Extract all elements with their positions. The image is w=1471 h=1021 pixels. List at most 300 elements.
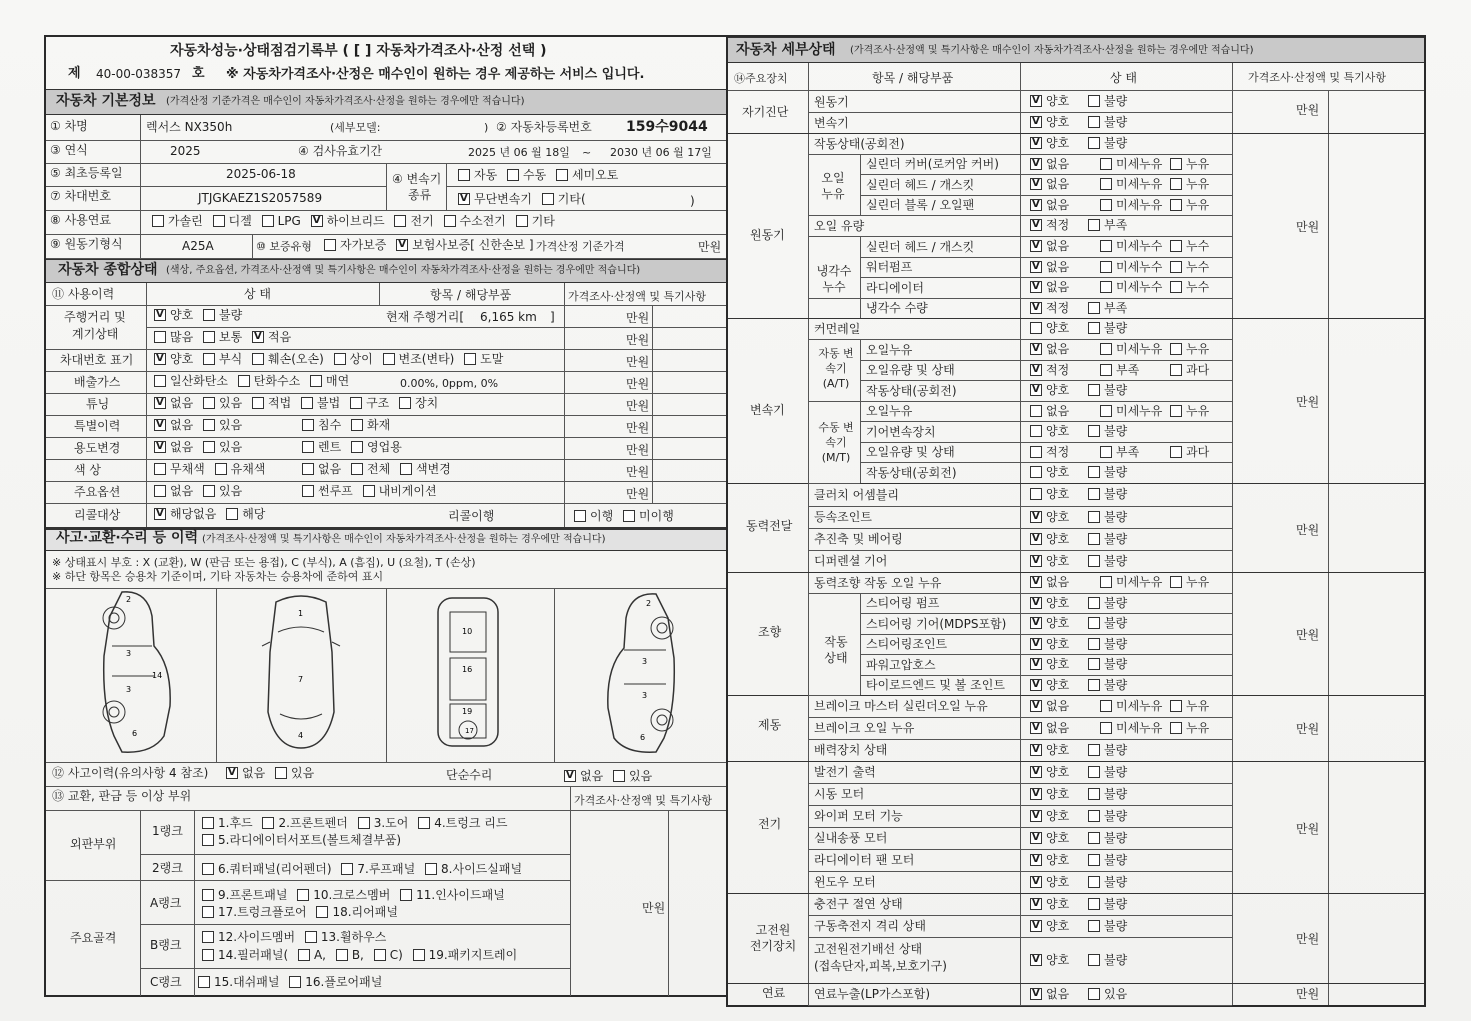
detail-option-label: 불량 xyxy=(1104,136,1128,150)
checkbox-hood[interactable] xyxy=(202,817,214,829)
detail-state-options xyxy=(1030,137,1146,149)
detail-state-options xyxy=(1030,95,1146,107)
accident-title: 사고·교환·수리 등 이력 xyxy=(56,530,199,546)
detail-item-label: 스티어링 펌프 xyxy=(866,596,940,610)
doc-number-suffix: 호 xyxy=(192,66,205,81)
car-right-side-diagram xyxy=(596,588,686,758)
engine-label: ⑨ 원동기형식 xyxy=(50,237,123,251)
detail-checkbox[interactable] xyxy=(1170,722,1182,734)
detail-checkbox[interactable] xyxy=(1088,322,1100,334)
detail-checkbox[interactable] xyxy=(1170,281,1182,293)
detail-checkbox[interactable] xyxy=(1030,446,1042,458)
use-history-header: ⑪ 사용이력 xyxy=(52,287,115,301)
detail-item-label: 오일유량 및 상태 xyxy=(866,445,955,459)
detail-checkbox[interactable] xyxy=(1030,364,1042,376)
detail-state-options xyxy=(1030,954,1146,966)
detail-item-label: 고전원전기배선 상태 xyxy=(814,942,923,956)
checkbox-gasoline[interactable] xyxy=(152,215,164,227)
checkbox-front-panel[interactable] xyxy=(202,889,214,901)
detail-indent-divider xyxy=(860,613,861,634)
detail-option-label: 불량 xyxy=(1104,465,1128,479)
checkbox-fuel-other[interactable] xyxy=(516,215,528,227)
detail-checkbox[interactable] xyxy=(1030,876,1042,888)
detail-checkbox[interactable] xyxy=(1030,788,1042,800)
vin-label: ⑦ 차대번호 xyxy=(50,189,111,203)
detail-checkbox[interactable] xyxy=(1030,116,1042,128)
detail-option-label: 없음 xyxy=(1046,698,1070,713)
checkbox-rent[interactable] xyxy=(302,441,314,453)
checkbox-recall-not-done[interactable] xyxy=(623,510,635,522)
detail-option-label: 부족 xyxy=(1116,444,1140,459)
detail-checkbox[interactable] xyxy=(1170,700,1182,712)
checkbox-smoke[interactable] xyxy=(310,375,322,387)
checkbox-dash-panel[interactable] xyxy=(198,976,210,988)
detail-state-options xyxy=(1030,511,1146,523)
checkbox-side-sill[interactable] xyxy=(425,863,437,875)
outer-panel-label: 외판부위 xyxy=(70,837,117,851)
checkbox-sunroof[interactable] xyxy=(302,485,314,497)
detail-checkbox[interactable] xyxy=(1100,158,1112,170)
checkbox-vin-altered[interactable] xyxy=(383,353,395,365)
detail-checkbox[interactable] xyxy=(1088,920,1100,932)
detail-option-label: 부족 xyxy=(1116,362,1140,377)
svg-text:6: 6 xyxy=(640,733,646,742)
checkbox-accident-yes[interactable] xyxy=(275,767,287,779)
detail-checkbox[interactable] xyxy=(1170,178,1182,190)
detail-item-label: 발전기 출력 xyxy=(814,765,876,779)
emission-values: 0.00%, 0ppm, 0% xyxy=(400,377,499,390)
checkbox-tuning-structure[interactable] xyxy=(350,397,362,409)
detail-item-label: 와이퍼 모터 기능 xyxy=(814,809,903,823)
checkbox-hydrogen[interactable] xyxy=(444,215,456,227)
checkbox-chromatic[interactable] xyxy=(215,463,227,475)
checkbox-manual[interactable] xyxy=(507,169,519,181)
detail-item-label: 등속조인트 xyxy=(814,510,872,524)
detail-price-unit: 만원 xyxy=(1296,523,1320,537)
detail-checkbox[interactable] xyxy=(1088,219,1100,231)
detail-checkbox[interactable] xyxy=(1030,854,1042,866)
checkbox-fire[interactable] xyxy=(351,419,363,431)
checkbox-semiauto[interactable] xyxy=(556,169,568,181)
service-notice: ※ 자동차가격조사·산정은 매수인이 원하는 경우 제공하는 서비스 입니다. xyxy=(226,67,645,82)
detail-row-divider xyxy=(860,421,1232,422)
detail-option-label: 불량 xyxy=(1104,874,1128,889)
year-label: ③ 연식 xyxy=(50,143,88,157)
checkbox-door[interactable] xyxy=(358,817,370,829)
detail-checkbox[interactable] xyxy=(1170,364,1182,376)
detail-option-label: 누유 xyxy=(1186,177,1210,191)
detail-option-label: 없음 xyxy=(1046,575,1070,589)
detail-row-divider xyxy=(808,805,1232,806)
detail-checkbox[interactable] xyxy=(1088,116,1100,128)
detail-checkbox[interactable] xyxy=(1170,446,1182,458)
checkbox-color-all[interactable] xyxy=(351,463,363,475)
detail-option-label: 불량 xyxy=(1104,115,1128,129)
detail-indent-divider xyxy=(860,462,861,483)
detail-item-label: 실린더 커버(로커암 커버) xyxy=(866,157,999,171)
detail-option-label: 과다 xyxy=(1186,362,1210,377)
checkbox-vin-damage[interactable] xyxy=(252,353,264,365)
detail-option-label: 미세누유 xyxy=(1116,698,1163,713)
detail-option-label: 불량 xyxy=(1104,657,1128,671)
detail-checkbox[interactable] xyxy=(1030,597,1042,609)
checkbox-vin-smear[interactable] xyxy=(464,353,476,365)
detail-price-unit: 만원 xyxy=(1296,395,1320,409)
transmission-label: ④ 변속기 xyxy=(392,172,442,186)
group-brake: 제동 xyxy=(758,718,782,732)
detail-indent-divider xyxy=(860,421,861,442)
detail-checkbox[interactable] xyxy=(1088,488,1100,500)
detail-checkbox[interactable] xyxy=(1088,617,1100,629)
detail-checkbox[interactable] xyxy=(1030,199,1042,211)
rank1-items: 1.후드 2.프론트펜더 3.도어 4.트렁크 리드 xyxy=(202,817,507,829)
detail-checkbox[interactable] xyxy=(1088,854,1100,866)
detail-option-label: 양호 xyxy=(1046,786,1070,801)
detail-option-label: 불량 xyxy=(1104,553,1128,568)
checkbox-trunk-floor[interactable] xyxy=(202,906,214,918)
detail-checkbox[interactable] xyxy=(1030,261,1042,273)
checkbox-front-fender[interactable] xyxy=(262,817,274,829)
detail-state-options xyxy=(1030,597,1146,609)
checkbox-special-none[interactable] xyxy=(154,419,166,431)
general-status-note: (색상, 주요옵션, 가격조사·산정액 및 특기사항은 매수인이 자동차가격조사·산정을 원하는 경우에만 적습니다) xyxy=(166,265,641,276)
detail-checkbox[interactable] xyxy=(1030,219,1042,231)
detail-checkbox[interactable] xyxy=(1030,898,1042,910)
detail-checkbox[interactable] xyxy=(1030,158,1042,170)
checkbox-accident-none[interactable] xyxy=(226,767,238,779)
detail-checkbox[interactable] xyxy=(1030,405,1042,417)
checkbox-option-yes[interactable] xyxy=(203,485,215,497)
rankB-label: B랭크 xyxy=(150,938,182,952)
validity-to: 2030 년 06 월 17일 xyxy=(610,146,712,159)
checkbox-special-yes[interactable] xyxy=(203,419,215,431)
checkbox-trunk-lid[interactable] xyxy=(418,817,430,829)
sub-auto-trans: 자동 변속기 (A/T) xyxy=(818,347,854,390)
detail-checkbox[interactable] xyxy=(1100,261,1112,273)
detail-item-label: 구동축전지 격리 상태 xyxy=(814,919,926,933)
detail-option-label: 양호 xyxy=(1046,487,1070,501)
detail-checkbox[interactable] xyxy=(1100,405,1112,417)
detail-checkbox[interactable] xyxy=(1030,679,1042,691)
checkbox-recall-yes[interactable] xyxy=(226,508,238,520)
detail-checkbox[interactable] xyxy=(1088,876,1100,888)
detail-checkbox[interactable] xyxy=(1100,446,1112,458)
detail-checkbox[interactable] xyxy=(1170,343,1182,355)
detail-checkbox[interactable] xyxy=(1030,281,1042,293)
special-history-label: 특별이력 xyxy=(74,419,121,433)
checkbox-pillar-a[interactable] xyxy=(298,949,310,961)
detail-checkbox[interactable] xyxy=(1170,158,1182,170)
detail-option-label: 양호 xyxy=(1046,830,1070,845)
detail-checkbox[interactable] xyxy=(1100,576,1112,588)
detail-checkbox[interactable] xyxy=(1100,343,1112,355)
detail-checkbox[interactable] xyxy=(1088,744,1100,756)
detail-state-options xyxy=(1030,384,1146,396)
detail-checkbox[interactable] xyxy=(1088,384,1100,396)
detail-option-label: 누수 xyxy=(1186,239,1210,253)
detail-row-divider xyxy=(860,613,1232,614)
detail-checkbox[interactable] xyxy=(1100,700,1112,712)
detail-checkbox[interactable] xyxy=(1088,533,1100,545)
rankA-items: 9.프론트패널 10.크로스멤버 11.인사이드패널 xyxy=(202,889,505,901)
detail-option-label: 양호 xyxy=(1046,321,1070,335)
detail-checkbox[interactable] xyxy=(1030,638,1042,650)
checkbox-mileage-good[interactable] xyxy=(154,309,166,321)
checkbox-recall-none[interactable] xyxy=(154,508,166,520)
detail-checkbox[interactable] xyxy=(1100,364,1112,376)
car-name-value: 렉서스 NX350h xyxy=(146,120,233,134)
checkbox-side-member[interactable] xyxy=(202,931,214,943)
detail-checkbox[interactable] xyxy=(1030,988,1042,1000)
detail-item-label: 타이로드엔드 및 볼 조인트 xyxy=(866,678,1005,692)
detail-checkbox[interactable] xyxy=(1030,954,1042,966)
detail-checkbox[interactable] xyxy=(1088,425,1100,437)
group-engine: 원동기 xyxy=(750,228,785,242)
detail-checkbox[interactable] xyxy=(1100,199,1112,211)
detail-checkbox[interactable] xyxy=(1030,178,1042,190)
detail-checkbox[interactable] xyxy=(1088,954,1100,966)
checkbox-insurance-warranty[interactable] xyxy=(396,239,408,251)
checkbox-mileage-bad[interactable] xyxy=(203,309,215,321)
detail-checkbox[interactable] xyxy=(1030,658,1042,670)
detail-option-label: 불량 xyxy=(1104,918,1128,933)
option-unit: 만원 xyxy=(626,487,650,501)
detail-checkbox[interactable] xyxy=(1100,281,1112,293)
detail-checkbox[interactable] xyxy=(1088,679,1100,691)
detail-checkbox[interactable] xyxy=(1030,920,1042,932)
color-unit: 만원 xyxy=(626,465,650,479)
checkbox-achromatic[interactable] xyxy=(154,463,166,475)
detail-checkbox[interactable] xyxy=(1030,555,1042,567)
checkbox-cross-member[interactable] xyxy=(297,889,309,901)
detail-row-divider xyxy=(860,257,1232,258)
detail-indent-divider xyxy=(860,257,861,277)
detail-checkbox[interactable] xyxy=(1170,405,1182,417)
svg-text:2: 2 xyxy=(126,595,132,604)
recall-done-label: 리콜이행 xyxy=(448,509,495,523)
detail-checkbox[interactable] xyxy=(1088,658,1100,670)
detail-checkbox[interactable] xyxy=(1030,322,1042,334)
checkbox-vin-good[interactable] xyxy=(154,353,166,365)
checkbox-co[interactable] xyxy=(154,375,166,387)
detail-checkbox[interactable] xyxy=(1170,199,1182,211)
price-base-unit: 만원 xyxy=(698,240,722,254)
checkbox-tuning-legal[interactable] xyxy=(252,397,264,409)
checkbox-recall-done[interactable] xyxy=(574,510,586,522)
detail-checkbox[interactable] xyxy=(1030,617,1042,629)
detail-price-unit: 만원 xyxy=(1296,722,1320,736)
checkbox-pillar-b[interactable] xyxy=(336,949,348,961)
checkbox-navigation[interactable] xyxy=(363,485,375,497)
detail-checkbox[interactable] xyxy=(1088,788,1100,800)
detail-checkbox[interactable] xyxy=(1100,178,1112,190)
detail-option-label: 없음 xyxy=(1046,239,1070,253)
detail-option-label: 양호 xyxy=(1046,918,1070,933)
detail-option-label: 불량 xyxy=(1104,786,1128,801)
checkbox-hc[interactable] xyxy=(238,375,250,387)
detail-checkbox[interactable] xyxy=(1088,555,1100,567)
checkbox-pillar-c[interactable] xyxy=(374,949,386,961)
price-base-label: 가격산정 기준가격 xyxy=(536,240,625,253)
detail-checkbox[interactable] xyxy=(1030,466,1042,478)
checkbox-pillar-panel[interactable] xyxy=(202,949,214,961)
detail-checkbox[interactable] xyxy=(1030,95,1042,107)
checkbox-tuning-illegal[interactable] xyxy=(301,397,313,409)
checkbox-mileage-high[interactable] xyxy=(154,331,166,343)
checkbox-simple-yes[interactable] xyxy=(613,770,625,782)
detail-checkbox[interactable] xyxy=(1170,240,1182,252)
mileage-amount: 많음 보통 V 적음 xyxy=(154,331,291,343)
detail-item-header: 항목 / 해당부품 xyxy=(872,71,954,85)
group-self-diag: 자기진단 xyxy=(742,105,789,119)
checkbox-vin-corrosion[interactable] xyxy=(203,353,215,365)
detail-checkbox[interactable] xyxy=(1088,638,1100,650)
detail-state-options xyxy=(1030,178,1240,190)
detail-price-unit: 만원 xyxy=(1296,628,1320,642)
checkbox-usage-none[interactable] xyxy=(154,441,166,453)
checkbox-tuning-none[interactable] xyxy=(154,397,166,409)
detail-price-unit: 만원 xyxy=(1296,932,1320,946)
checkbox-auto[interactable] xyxy=(458,169,470,181)
checkbox-usage-yes[interactable] xyxy=(203,441,215,453)
detail-option-label: 있음 xyxy=(1104,986,1128,1001)
detail-checkbox[interactable] xyxy=(1030,832,1042,844)
detail-item-label: 오일누유 xyxy=(866,404,913,418)
detail-checkbox[interactable] xyxy=(1088,597,1100,609)
detail-state-options xyxy=(1030,638,1146,650)
detail-checkbox[interactable] xyxy=(1030,511,1042,523)
checkbox-diesel[interactable] xyxy=(213,215,225,227)
detail-checkbox[interactable] xyxy=(1170,261,1182,273)
detail-checkbox[interactable] xyxy=(1100,722,1112,734)
checkbox-radiator-support[interactable] xyxy=(202,834,214,846)
detail-checkbox[interactable] xyxy=(1088,988,1100,1000)
detail-option-label: 누유 xyxy=(1186,575,1210,589)
detail-checkbox[interactable] xyxy=(1170,576,1182,588)
color-options: 무채색 유채색 xyxy=(154,463,265,475)
detail-indent-divider xyxy=(860,195,861,215)
checkbox-roof-panel[interactable] xyxy=(341,863,353,875)
tuning-options: V 없음 있음 적법 불법 구조 장치 xyxy=(154,397,438,409)
checkbox-tuning-device[interactable] xyxy=(399,397,411,409)
detail-row-divider xyxy=(860,215,1232,216)
checkbox-floor-panel[interactable] xyxy=(289,976,301,988)
detail-checkbox[interactable] xyxy=(1030,488,1042,500)
detail-checkbox[interactable] xyxy=(1030,766,1042,778)
detail-option-label: 불량 xyxy=(1104,852,1128,867)
detail-checkbox[interactable] xyxy=(1030,343,1042,355)
detail-checkbox[interactable] xyxy=(1030,810,1042,822)
detail-option-label: 적정 xyxy=(1046,300,1070,315)
detail-checkbox[interactable] xyxy=(1088,302,1100,314)
detail-checkbox[interactable] xyxy=(1030,137,1042,149)
sub-group-divider xyxy=(808,401,860,402)
svg-text:3: 3 xyxy=(642,657,648,666)
basic-info-title: 자동차 기본정보 xyxy=(56,93,156,109)
accident-note: (가격조사·산정액 및 특기사항은 매수인이 자동차가격조사·산정을 원하는 경우에만 적습니다) xyxy=(202,534,606,545)
detail-checkbox[interactable] xyxy=(1030,700,1042,712)
detail-checkbox[interactable] xyxy=(1088,511,1100,523)
checkbox-self-warranty[interactable] xyxy=(324,239,336,251)
detail-option-label: 불량 xyxy=(1104,896,1128,911)
checkbox-mileage-low[interactable] xyxy=(252,331,264,343)
detail-checkbox[interactable] xyxy=(1088,137,1100,149)
checkbox-rear-panel[interactable] xyxy=(316,906,328,918)
validity-separator: ~ xyxy=(582,146,592,159)
checkbox-trans-other[interactable] xyxy=(542,193,554,205)
detail-item-label: 클러치 어셈블리 xyxy=(814,487,899,502)
detail-checkbox[interactable] xyxy=(1088,466,1100,478)
checkbox-business[interactable] xyxy=(351,441,363,453)
sub-group-divider xyxy=(808,298,860,299)
detail-item-label: 추진축 및 베어링 xyxy=(814,532,903,546)
checkbox-vin-diff[interactable] xyxy=(334,353,346,365)
detail-checkbox[interactable] xyxy=(1088,95,1100,107)
detail-option-label: 불량 xyxy=(1104,321,1128,335)
detail-checkbox[interactable] xyxy=(1030,722,1042,734)
rankB-items: 12.사이드멤버 13.휠하우스 xyxy=(202,931,386,943)
group-divider xyxy=(728,893,1424,894)
checkbox-package-tray[interactable] xyxy=(413,949,425,961)
checkbox-simple-none[interactable] xyxy=(564,770,576,782)
detail-checkbox[interactable] xyxy=(1030,425,1042,437)
detail-checkbox[interactable] xyxy=(1030,240,1042,252)
checkbox-lpg[interactable] xyxy=(262,215,274,227)
detail-checkbox[interactable] xyxy=(1030,302,1042,314)
engine-value: A25A xyxy=(182,239,214,253)
group-divider xyxy=(728,983,1424,984)
checkbox-option-none[interactable] xyxy=(154,485,166,497)
detail-state-options xyxy=(1030,876,1146,888)
detail-row-divider xyxy=(808,937,1232,938)
checkbox-cvt[interactable] xyxy=(458,193,470,205)
detail-option-label: 누수 xyxy=(1186,259,1210,274)
checkbox-inside-panel[interactable] xyxy=(400,889,412,901)
checkbox-color-none[interactable] xyxy=(302,463,314,475)
detail-checkbox[interactable] xyxy=(1088,766,1100,778)
detail-option-label: 없음 xyxy=(1046,177,1070,191)
detail-item-label: 배력장치 상태 xyxy=(814,743,888,757)
detail-checkbox[interactable] xyxy=(1030,533,1042,545)
checkbox-mileage-normal[interactable] xyxy=(203,331,215,343)
svg-text:3: 3 xyxy=(642,691,648,700)
checkbox-color-change[interactable] xyxy=(400,463,412,475)
usage-change-options: V 없음 있음 xyxy=(154,441,242,453)
detail-checkbox[interactable] xyxy=(1030,384,1042,396)
exchange-price-header: 가격조사·산정액 및 특기사항 xyxy=(574,794,713,807)
checkbox-tuning-yes[interactable] xyxy=(203,397,215,409)
detail-price-unit: 만원 xyxy=(1296,987,1320,1001)
checkbox-wheel-house[interactable] xyxy=(305,931,317,943)
detail-checkbox[interactable] xyxy=(1088,898,1100,910)
checkbox-hybrid[interactable] xyxy=(311,215,323,227)
detail-checkbox[interactable] xyxy=(1100,240,1112,252)
checkbox-electric[interactable] xyxy=(394,215,406,227)
detail-option-label: 없음 xyxy=(1046,259,1070,274)
checkbox-quarter-panel[interactable] xyxy=(202,863,214,875)
detail-option-label: 양호 xyxy=(1046,115,1070,129)
checkbox-flood[interactable] xyxy=(302,419,314,431)
detail-row-divider xyxy=(808,739,1232,740)
detail-item-label: 스티어링 기어(MDPS포함) xyxy=(866,616,1007,631)
detail-checkbox[interactable] xyxy=(1088,810,1100,822)
detail-checkbox[interactable] xyxy=(1030,576,1042,588)
color-label: 색 상 xyxy=(74,463,101,477)
detail-option-label: 양호 xyxy=(1046,808,1070,823)
detail-checkbox[interactable] xyxy=(1088,832,1100,844)
validity-from: 2025 년 06 월 18일 xyxy=(468,146,570,159)
detail-checkbox[interactable] xyxy=(1030,744,1042,756)
